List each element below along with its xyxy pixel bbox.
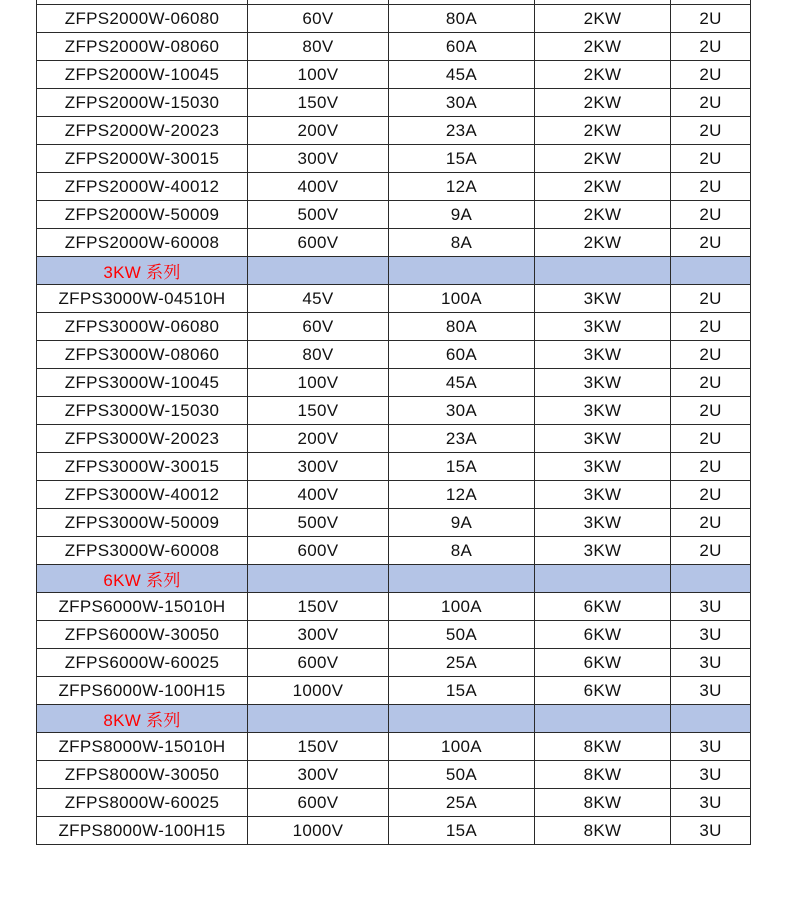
rack-unit-cell: 3U <box>671 733 751 761</box>
rack-unit-cell: 2U <box>671 369 751 397</box>
series-empty-cell <box>389 705 535 733</box>
rack-unit-cell: 2U <box>671 481 751 509</box>
voltage-cell: 150V <box>248 89 389 117</box>
current-cell: 23A <box>389 425 535 453</box>
voltage-cell: 150V <box>248 593 389 621</box>
power-cell: 2KW <box>535 89 671 117</box>
current-cell: 15A <box>389 145 535 173</box>
series-empty-cell <box>535 565 671 593</box>
table-row <box>37 61 751 89</box>
current-cell: 12A <box>389 173 535 201</box>
rack-unit-cell: 2U <box>671 397 751 425</box>
power-cell: 2KW <box>535 117 671 145</box>
series-header-row <box>37 705 751 733</box>
power-cell: 2KW <box>535 201 671 229</box>
current-cell: 9A <box>389 509 535 537</box>
model-cell: ZFPS2000W-06080 <box>37 5 248 33</box>
power-cell: 8KW <box>535 733 671 761</box>
rack-unit-cell: 2U <box>671 5 751 33</box>
series-empty-cell <box>671 705 751 733</box>
model-cell: ZFPS6000W-30050 <box>37 621 248 649</box>
table-row <box>37 89 751 117</box>
current-cell: 60A <box>389 33 535 61</box>
voltage-cell: 600V <box>248 229 389 257</box>
current-cell: 12A <box>389 481 535 509</box>
voltage-cell: 300V <box>248 145 389 173</box>
current-cell: 100A <box>389 733 535 761</box>
rack-unit-cell: 2U <box>671 285 751 313</box>
model-cell: ZFPS8000W-15010H <box>37 733 248 761</box>
current-cell: 45A <box>389 369 535 397</box>
power-cell: 3KW <box>535 509 671 537</box>
power-cell: 3KW <box>535 313 671 341</box>
rack-unit-cell: 2U <box>671 61 751 89</box>
model-cell: ZFPS2000W-60008 <box>37 229 248 257</box>
current-cell: 15A <box>389 453 535 481</box>
current-cell: 9A <box>389 201 535 229</box>
model-cell: ZFPS8000W-60025 <box>37 789 248 817</box>
voltage-cell: 400V <box>248 481 389 509</box>
voltage-cell: 600V <box>248 649 389 677</box>
voltage-cell: 200V <box>248 425 389 453</box>
series-empty-cell <box>389 257 535 285</box>
rack-unit-cell: 2U <box>671 453 751 481</box>
power-cell: 6KW <box>535 621 671 649</box>
table-row <box>37 537 751 565</box>
table-row <box>37 761 751 789</box>
table-row <box>37 425 751 453</box>
rack-unit-cell: 2U <box>671 89 751 117</box>
power-cell: 3KW <box>535 341 671 369</box>
table-row <box>37 733 751 761</box>
voltage-cell: 80V <box>248 341 389 369</box>
series-empty-cell <box>389 565 535 593</box>
power-cell: 3KW <box>535 537 671 565</box>
model-cell: ZFPS2000W-30015 <box>37 145 248 173</box>
table-row <box>37 621 751 649</box>
model-cell: ZFPS3000W-06080 <box>37 313 248 341</box>
spec-table-body <box>37 0 751 845</box>
model-cell: ZFPS2000W-15030 <box>37 89 248 117</box>
table-row <box>37 397 751 425</box>
current-cell: 100A <box>389 285 535 313</box>
model-cell: ZFPS2000W-40012 <box>37 173 248 201</box>
power-cell: 2KW <box>535 173 671 201</box>
series-empty-cell <box>248 565 389 593</box>
table-row <box>37 341 751 369</box>
model-cell: ZFPS6000W-60025 <box>37 649 248 677</box>
voltage-cell: 500V <box>248 201 389 229</box>
voltage-cell: 500V <box>248 509 389 537</box>
current-cell: 100A <box>389 593 535 621</box>
voltage-cell: 150V <box>248 733 389 761</box>
voltage-cell: 1000V <box>248 817 389 845</box>
current-cell: 8A <box>389 537 535 565</box>
series-empty-cell <box>535 705 671 733</box>
model-cell: ZFPS3000W-60008 <box>37 537 248 565</box>
power-cell: 3KW <box>535 369 671 397</box>
voltage-cell: 300V <box>248 453 389 481</box>
rack-unit-cell: 3U <box>671 621 751 649</box>
current-cell: 30A <box>389 89 535 117</box>
rack-unit-cell: 3U <box>671 677 751 705</box>
voltage-cell: 100V <box>248 369 389 397</box>
table-row <box>37 677 751 705</box>
current-cell: 80A <box>389 5 535 33</box>
power-supply-spec-table <box>36 0 751 845</box>
power-cell: 2KW <box>535 229 671 257</box>
model-cell: ZFPS3000W-08060 <box>37 341 248 369</box>
table-row <box>37 481 751 509</box>
power-cell: 8KW <box>535 789 671 817</box>
voltage-cell: 1000V <box>248 677 389 705</box>
rack-unit-cell: 2U <box>671 229 751 257</box>
series-empty-cell <box>248 705 389 733</box>
voltage-cell: 60V <box>248 313 389 341</box>
series-empty-cell <box>248 257 389 285</box>
current-cell: 80A <box>389 313 535 341</box>
current-cell: 25A <box>389 789 535 817</box>
current-cell: 23A <box>389 117 535 145</box>
model-cell: ZFPS3000W-30015 <box>37 453 248 481</box>
table-row <box>37 453 751 481</box>
table-row <box>37 817 751 845</box>
rack-unit-cell: 2U <box>671 117 751 145</box>
table-row <box>37 117 751 145</box>
power-cell: 2KW <box>535 5 671 33</box>
rack-unit-cell: 2U <box>671 341 751 369</box>
table-row <box>37 649 751 677</box>
series-header-row <box>37 565 751 593</box>
model-cell: ZFPS3000W-20023 <box>37 425 248 453</box>
current-cell: 50A <box>389 761 535 789</box>
rack-unit-cell: 2U <box>671 33 751 61</box>
model-cell: ZFPS3000W-15030 <box>37 397 248 425</box>
model-cell: ZFPS2000W-20023 <box>37 117 248 145</box>
rack-unit-cell: 2U <box>671 313 751 341</box>
voltage-cell: 60V <box>248 5 389 33</box>
current-cell: 60A <box>389 341 535 369</box>
voltage-cell: 100V <box>248 61 389 89</box>
current-cell: 15A <box>389 817 535 845</box>
current-cell: 30A <box>389 397 535 425</box>
series-header-row <box>37 257 751 285</box>
table-row <box>37 173 751 201</box>
current-cell: 25A <box>389 649 535 677</box>
table-row <box>37 509 751 537</box>
table-row <box>37 145 751 173</box>
voltage-cell: 300V <box>248 761 389 789</box>
power-cell: 8KW <box>535 761 671 789</box>
model-cell: ZFPS8000W-100H15 <box>37 817 248 845</box>
current-cell: 45A <box>389 61 535 89</box>
voltage-cell: 200V <box>248 117 389 145</box>
table-row <box>37 789 751 817</box>
current-cell: 50A <box>389 621 535 649</box>
rack-unit-cell: 2U <box>671 145 751 173</box>
model-cell: ZFPS3000W-40012 <box>37 481 248 509</box>
series-empty-cell <box>535 257 671 285</box>
rack-unit-cell: 2U <box>671 201 751 229</box>
spec-table-container <box>36 0 750 845</box>
power-cell: 3KW <box>535 481 671 509</box>
model-cell: ZFPS2000W-08060 <box>37 33 248 61</box>
power-cell: 2KW <box>535 145 671 173</box>
power-cell: 2KW <box>535 61 671 89</box>
model-cell: ZFPS3000W-04510H <box>37 285 248 313</box>
rack-unit-cell: 2U <box>671 537 751 565</box>
series-empty-cell <box>671 257 751 285</box>
rack-unit-cell: 2U <box>671 173 751 201</box>
power-cell: 3KW <box>535 453 671 481</box>
power-cell: 2KW <box>535 33 671 61</box>
power-cell: 8KW <box>535 817 671 845</box>
rack-unit-cell: 3U <box>671 593 751 621</box>
series-label: 8KW 系列 <box>37 705 248 733</box>
model-cell: ZFPS6000W-15010H <box>37 593 248 621</box>
power-cell: 3KW <box>535 397 671 425</box>
table-row <box>37 201 751 229</box>
power-cell: 3KW <box>535 285 671 313</box>
current-cell: 15A <box>389 677 535 705</box>
series-empty-cell <box>671 565 751 593</box>
voltage-cell: 45V <box>248 285 389 313</box>
table-row <box>37 285 751 313</box>
table-row <box>37 369 751 397</box>
power-cell: 6KW <box>535 649 671 677</box>
power-cell: 6KW <box>535 593 671 621</box>
voltage-cell: 400V <box>248 173 389 201</box>
rack-unit-cell: 2U <box>671 425 751 453</box>
rack-unit-cell: 3U <box>671 761 751 789</box>
series-label: 3KW 系列 <box>37 257 248 285</box>
voltage-cell: 150V <box>248 397 389 425</box>
table-row <box>37 593 751 621</box>
current-cell: 8A <box>389 229 535 257</box>
table-row <box>37 33 751 61</box>
voltage-cell: 80V <box>248 33 389 61</box>
power-cell: 6KW <box>535 677 671 705</box>
model-cell: ZFPS2000W-50009 <box>37 201 248 229</box>
model-cell: ZFPS3000W-50009 <box>37 509 248 537</box>
table-row <box>37 5 751 33</box>
voltage-cell: 300V <box>248 621 389 649</box>
rack-unit-cell: 3U <box>671 649 751 677</box>
voltage-cell: 600V <box>248 789 389 817</box>
voltage-cell: 600V <box>248 537 389 565</box>
rack-unit-cell: 3U <box>671 817 751 845</box>
series-label: 6KW 系列 <box>37 565 248 593</box>
table-row <box>37 229 751 257</box>
model-cell: ZFPS3000W-10045 <box>37 369 248 397</box>
table-row <box>37 313 751 341</box>
power-cell: 3KW <box>535 425 671 453</box>
model-cell: ZFPS8000W-30050 <box>37 761 248 789</box>
model-cell: ZFPS6000W-100H15 <box>37 677 248 705</box>
model-cell: ZFPS2000W-10045 <box>37 61 248 89</box>
rack-unit-cell: 2U <box>671 509 751 537</box>
rack-unit-cell: 3U <box>671 789 751 817</box>
